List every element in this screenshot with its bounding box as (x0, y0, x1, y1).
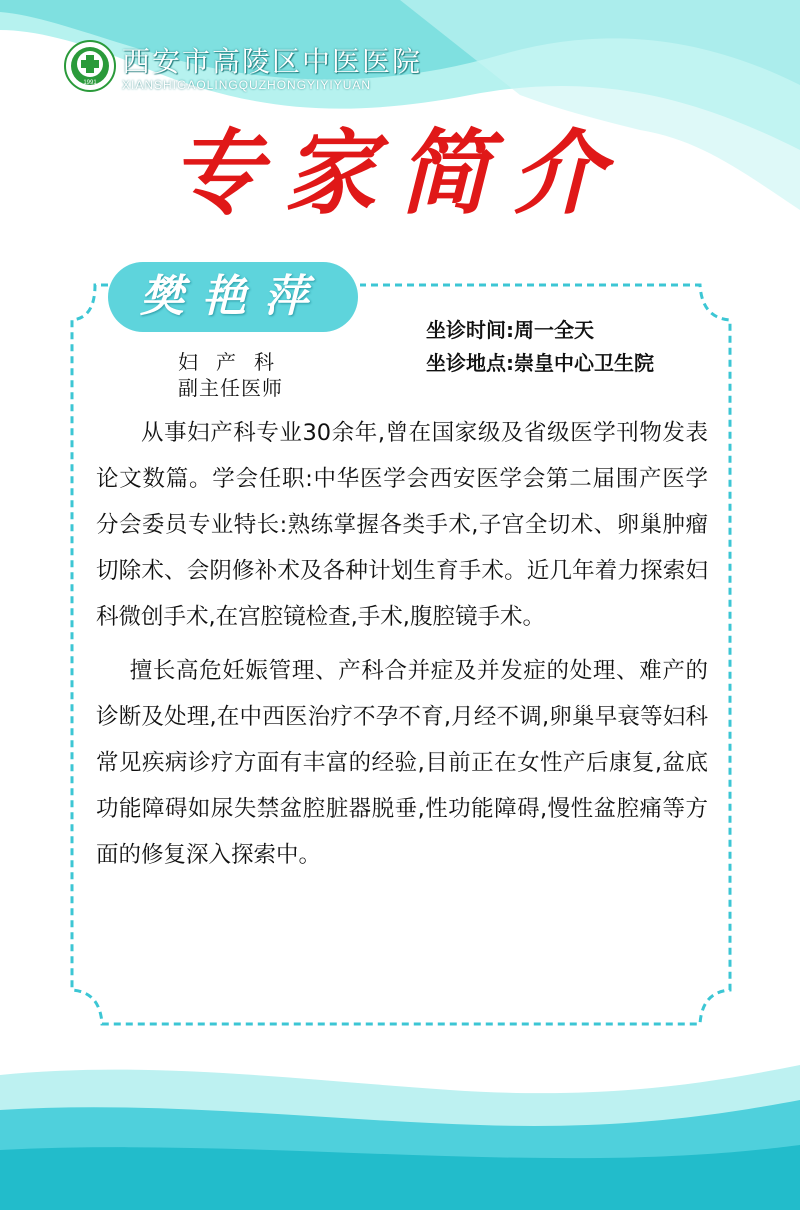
clinic-place: 坐诊地点:崇皇中心卫生院 (426, 351, 654, 375)
doctor-name: 樊艳萍 (140, 271, 326, 322)
hospital-pinyin: XIANSHIGAOLINGQUZHONGYIYIYUAN (122, 78, 372, 92)
page-title: 专家简介 (170, 119, 627, 227)
clinic-time: 坐诊时间:周一全天 (426, 318, 594, 342)
doctor-position: 副主任医师 (178, 376, 283, 400)
doctor-department: 妇产科 (178, 350, 292, 374)
doctor-bio (96, 410, 708, 878)
bio-paragraph-1: 从事妇产科专业30余年,曾在国家级及省级医学刊物发表论文数篇。学会任职:中华医学会西安医学会第二届围产医学分会委员专业特长:熟练掌握各类手术,子宫全切术、卵巢肿瘤切除术、会阴修补术及各种计划生育手术。近几年着力探索妇科微创手术,在宫腔镜检查,手术,腹腔镜手术。 (96, 420, 708, 630)
hospital-name: 西安市高陵区中医医院 (122, 45, 423, 78)
logo-year: 1991 (83, 80, 97, 86)
bio-paragraph-2: 擅长高危妊娠管理、产科合并症及并发症的处理、难产的诊断及处理,在中西医治疗不孕不育,月经不调,卵巢早衰等妇科常见疾病诊疗方面有丰富的经验,目前正在女性产后康复,盆底功能障碍如尿失禁盆腔脏器脱垂,性功能障碍,慢性盆腔痛等方面的修复深入探索中。 (96, 658, 708, 868)
